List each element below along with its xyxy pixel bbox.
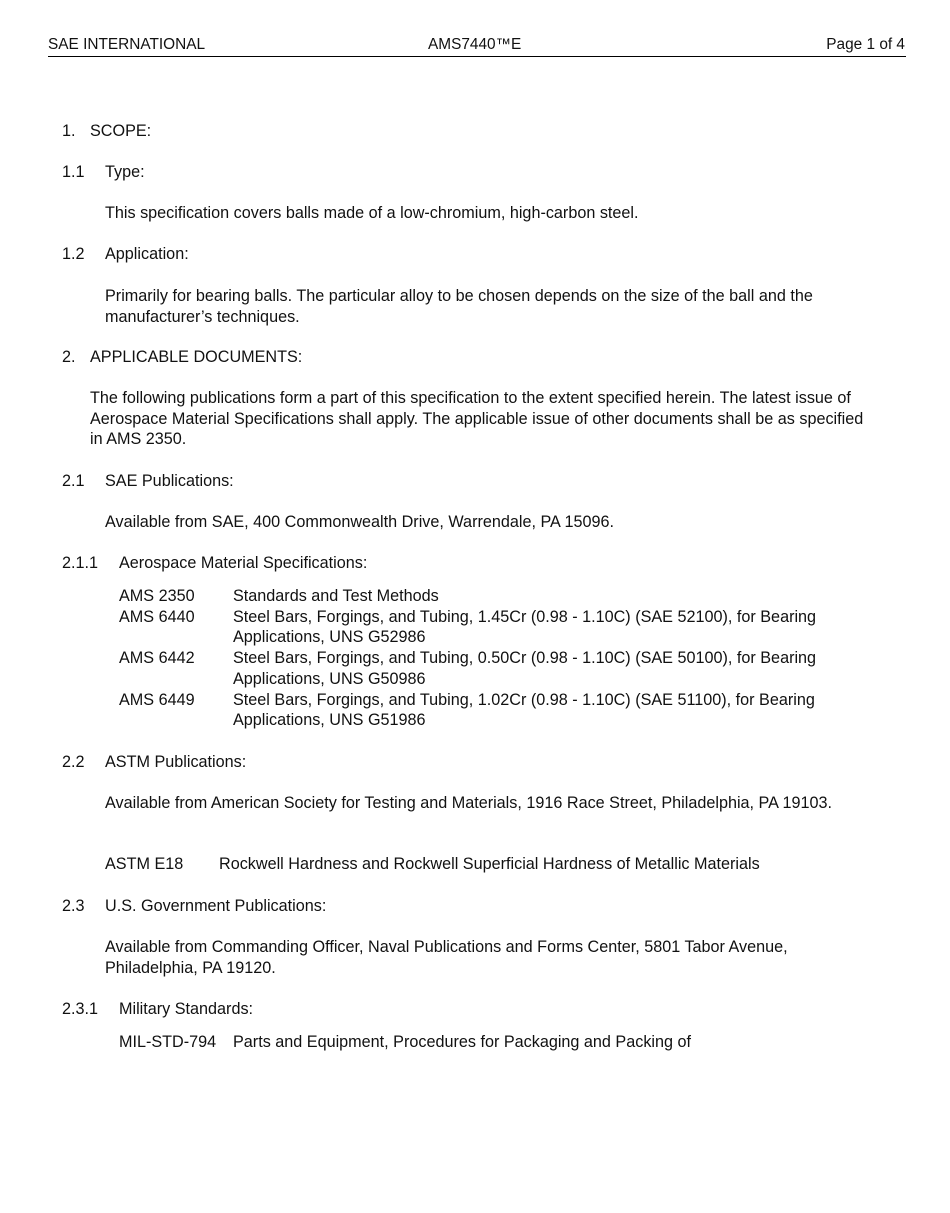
section-body: Available from SAE, 400 Commonwealth Drive, Warrendale, PA 15096. [105,513,614,531]
header-organization: SAE INTERNATIONAL [48,36,206,53]
spec-description: Steel Bars, Forgings, and Tubing, 0.50Cr (0.98 - 1.10C) (SAE 50100), for Bearing Applications, UNS G50986 [233,649,817,688]
section-number: 2. [62,348,76,366]
section-body: Available from American Society for Testing and Materials, 1916 Race Street, Philadelphia, PA 19103. [105,794,833,812]
section-title: Application: [105,245,189,263]
spec-row [119,648,879,689]
spec-code: AMS 6449 [119,690,195,709]
section-title: Aerospace Material Specifications: [119,554,368,572]
section-title: U.S. Government Publications: [105,897,327,915]
header-document-id: AMS7440™E [428,36,522,53]
spec-description: Steel Bars, Forgings, and Tubing, 1.45Cr (0.98 - 1.10C) (SAE 52100), for Bearing Applications, UNS G52986 [233,607,817,647]
page-header [48,34,906,57]
spec-row [119,607,879,648]
section-title: SCOPE: [90,122,152,140]
section-number: 2.3.1 [62,1000,99,1018]
section-number: 2.1.1 [62,554,99,572]
reference-code: MIL-STD-794 [119,1033,217,1051]
section-title: SAE Publications: [105,472,234,490]
section-number: 1.2 [62,245,85,263]
ams-spec-list [119,586,879,731]
spec-description: Standards and Test Methods [233,587,439,605]
spec-code: AMS 2350 [119,587,195,605]
spec-row [119,586,879,607]
spec-code: AMS 6440 [119,607,195,626]
spec-row [119,690,879,731]
section-number: 2.2 [62,753,85,771]
section-body: This specification covers balls made of a low-chromium, high-carbon steel. [105,204,639,222]
section-body: Available from Commanding Officer, Naval Publications and Forms Center, 5801 Tabor Avenue, Philadelphia, PA 19120. [105,938,788,977]
reference-description: Parts and Equipment, Procedures for Packaging and Packing of [233,1033,692,1051]
section-body: Primarily for bearing balls. The particular alloy to be chosen depends on the size of the ball and the manufacturer’s techniques. [105,287,813,326]
section-title: ASTM Publications: [105,753,247,771]
reference-code: ASTM E18 [105,855,184,873]
section-title: Military Standards: [119,1000,254,1018]
section-number: 1. [62,122,76,140]
section-title: APPLICABLE DOCUMENTS: [90,348,303,366]
section-body: The following publications form a part of this specification to the extent specified herein. The latest issue of Aerospace Material Specifications shall apply. The applicable issue of other documents shall be as specified in AMS 2350. [90,389,864,449]
section-number: 2.1 [62,472,85,490]
spec-code: AMS 6442 [119,649,195,668]
section-title: Type: [105,163,145,181]
section-number: 1.1 [62,163,85,181]
header-page-number: Page 1 of 4 [826,36,905,53]
spec-description: Steel Bars, Forgings, and Tubing, 1.02Cr (0.98 - 1.10C) (SAE 51100), for Bearing Applications, UNS G51986 [233,690,815,730]
section-number: 2.3 [62,897,85,915]
reference-description: Rockwell Hardness and Rockwell Superficial Hardness of Metallic Materials [219,855,760,873]
